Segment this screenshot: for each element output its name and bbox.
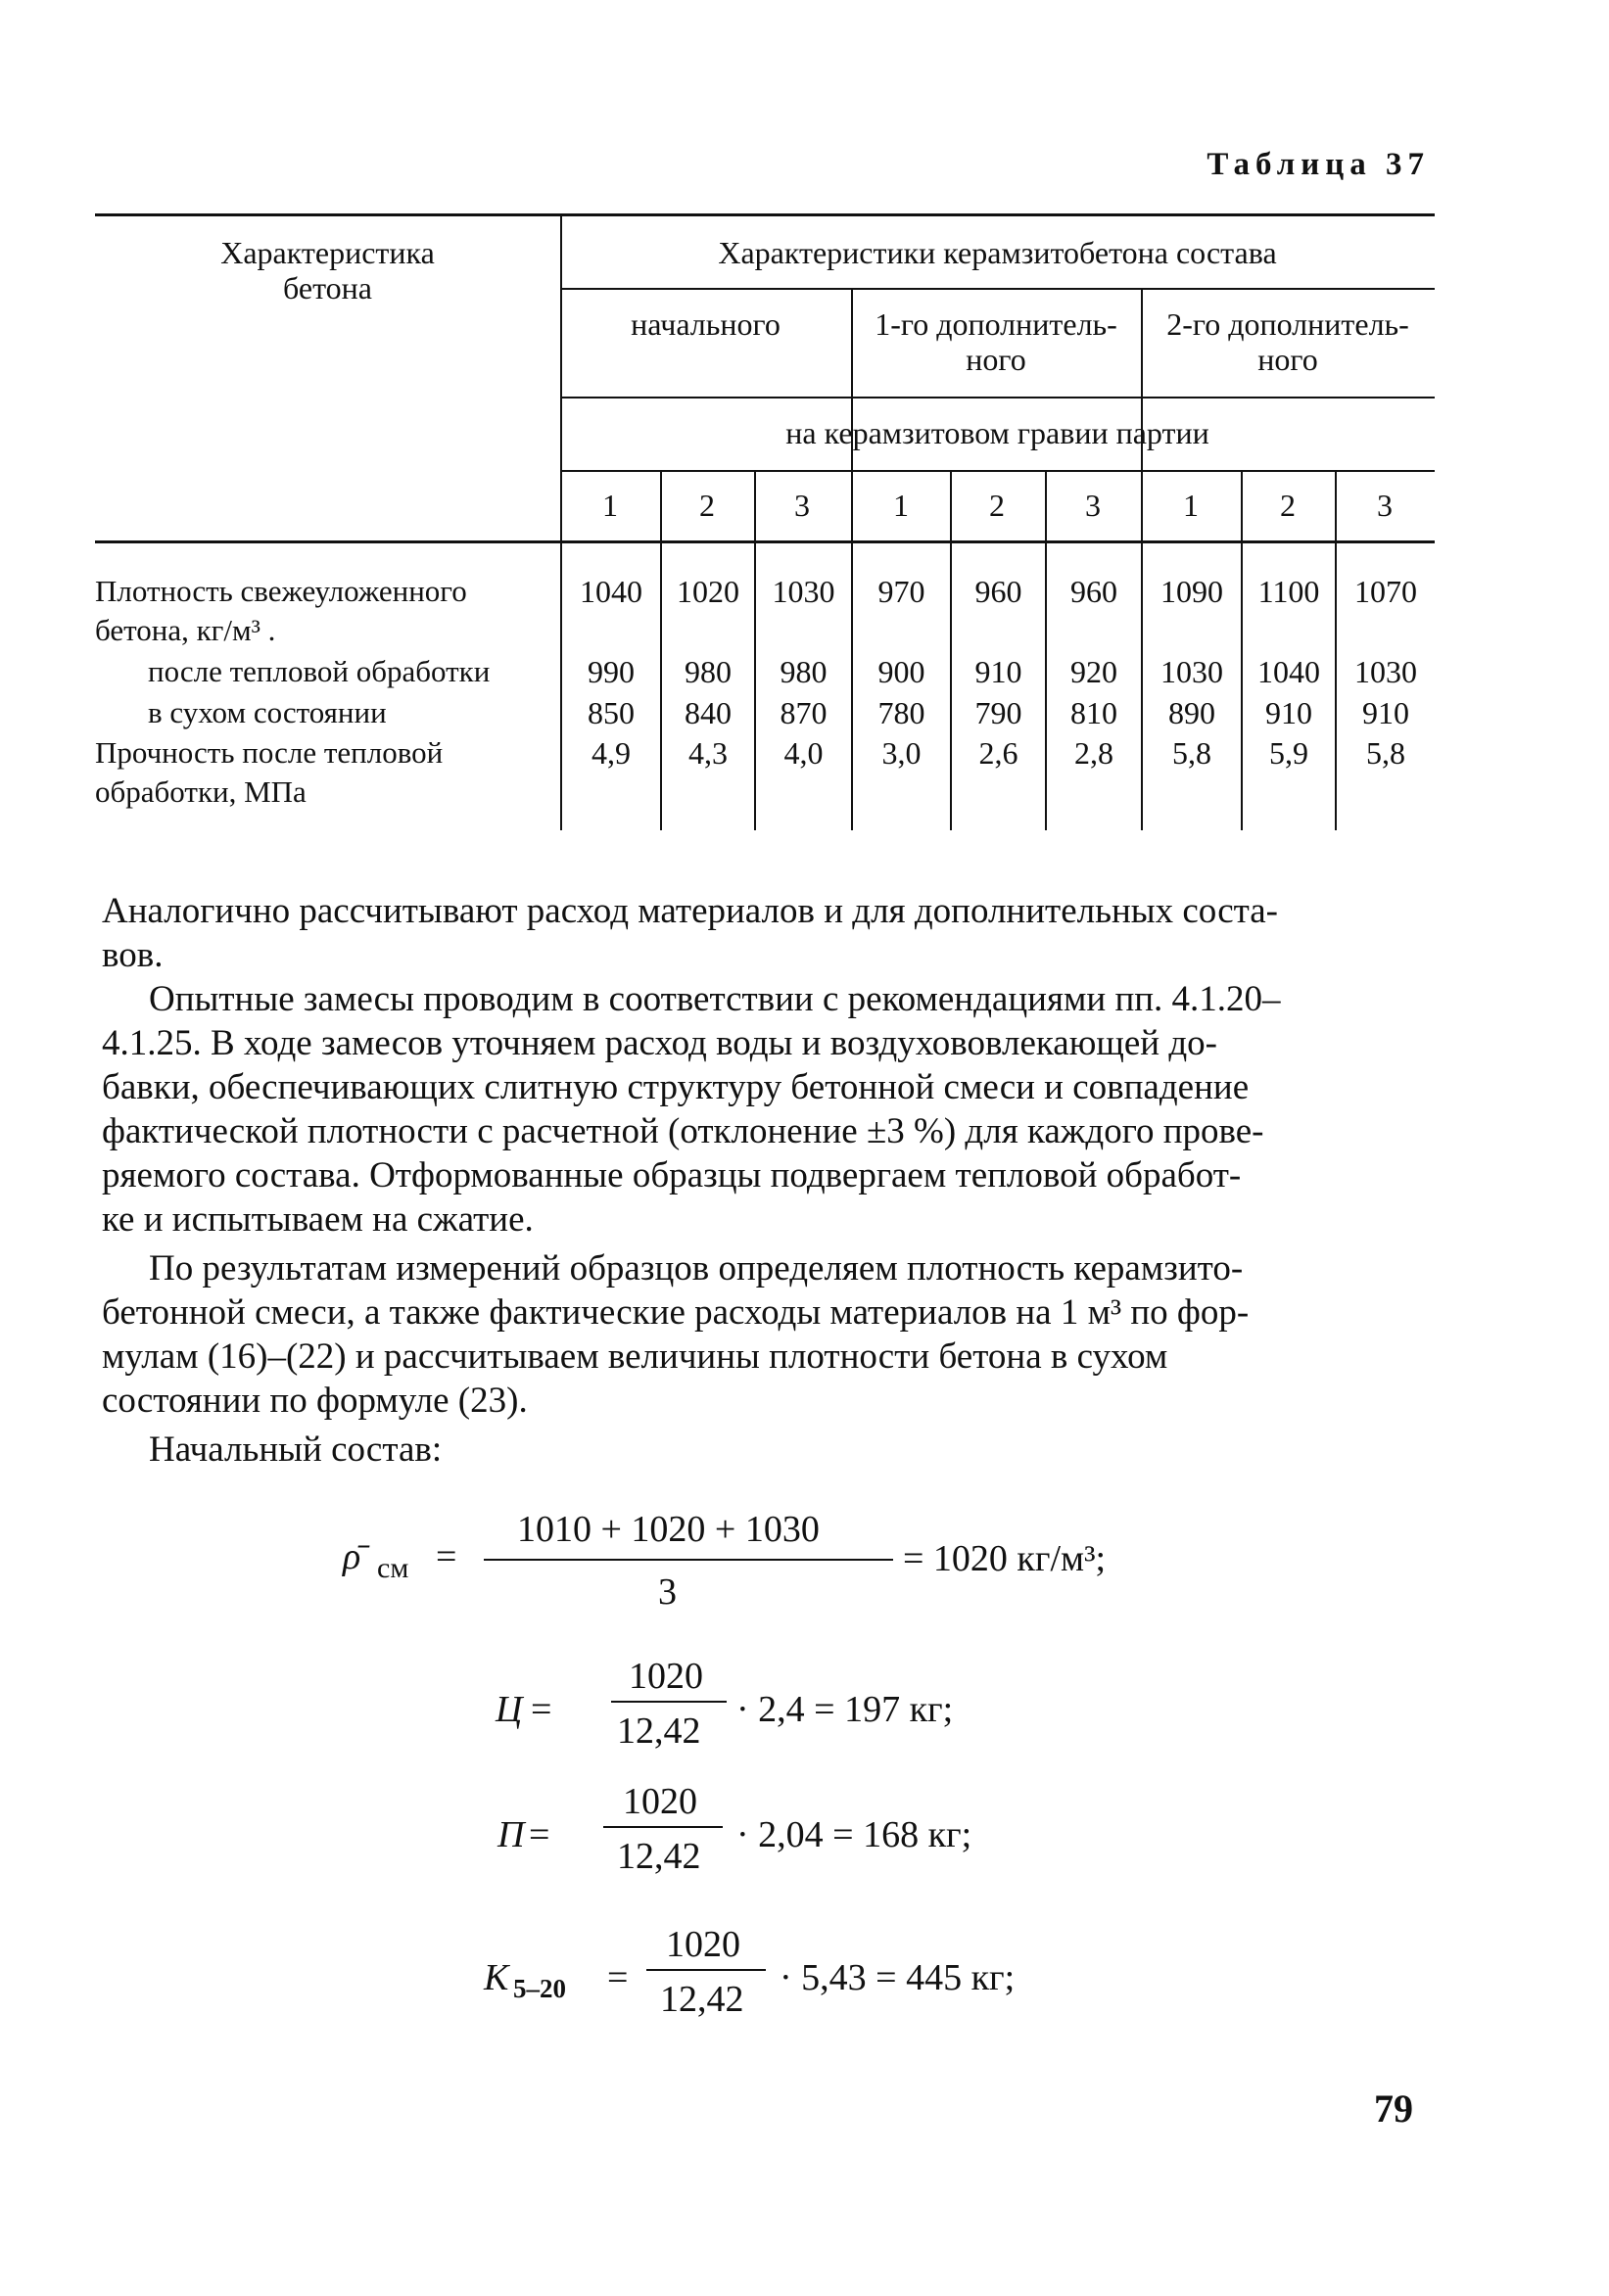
table-cell: 910	[974, 654, 1022, 689]
table-cell: 840	[685, 695, 732, 730]
paragraph-1-line-1: Аналогично рассчитывают расход материалов и для дополнительных соста-	[102, 891, 1279, 931]
header-concrete: бетона	[283, 270, 372, 305]
formula-3-equals: =	[529, 1814, 550, 1855]
formula-3-result: · 2,04 = 168 кг;	[736, 1814, 972, 1855]
formula-1-fraction-bar	[484, 1559, 893, 1561]
subheader-additional-1-cont: ного	[966, 342, 1026, 377]
table-cell: 780	[877, 695, 925, 730]
table-cell: 4,0	[783, 735, 824, 771]
table-cell: 1030	[772, 574, 835, 609]
vline-col	[1241, 470, 1243, 830]
table-cell: 920	[1070, 654, 1117, 689]
paragraph-3-line-3: мулам (16)–(22) и рассчитываем величины плотности бетона в сухом	[102, 1336, 1168, 1377]
page-number: 79	[1374, 2086, 1413, 2131]
formula-3-lhs: П	[497, 1814, 525, 1855]
column-number: 2	[989, 488, 1005, 523]
table-cell: 1020	[677, 574, 739, 609]
header-rule-2	[560, 397, 1435, 398]
paragraph-1-line-2: вов.	[102, 935, 164, 975]
paragraph-2-line-6: ке и испытываем на сжатие.	[102, 1199, 534, 1240]
column-number: 1	[1183, 488, 1199, 523]
table-cell: 900	[877, 654, 925, 689]
formula-3-numerator: 1020	[623, 1781, 697, 1822]
table-cell: 970	[877, 574, 925, 609]
formula-2-denominator: 12,42	[617, 1710, 701, 1752]
formula-1-result: = 1020 кг/м³;	[903, 1538, 1107, 1579]
table-cell: 1030	[1354, 654, 1417, 689]
table-cell: 960	[1070, 574, 1117, 609]
subheader-initial: начального	[631, 306, 781, 342]
header-main: Характеристики керамзитобетона состава	[718, 235, 1277, 270]
formula-1-denominator: 3	[658, 1571, 677, 1613]
formula-4-denominator: 12,42	[660, 1979, 744, 2020]
column-number: 1	[893, 488, 909, 523]
subheader-additional-2: 2-го дополнитель-	[1166, 306, 1409, 342]
column-number: 1	[602, 488, 618, 523]
subheader-additional-2-cont: ного	[1257, 342, 1318, 377]
formula-4-equals: =	[607, 1957, 629, 1998]
formula-2-numerator: 1020	[629, 1656, 703, 1697]
formula-1-lhs-sub: см	[377, 1552, 409, 1584]
table-cell: 1030	[1160, 654, 1223, 689]
table-cell: 5,9	[1269, 735, 1308, 771]
paragraph-3-line-2: бетонной смеси, а также фактические расходы материалов на 1 м³ по фор-	[102, 1292, 1250, 1333]
header-bottom-rule	[95, 540, 1435, 543]
table-cell: 3,0	[881, 735, 922, 771]
paragraph-2-line-3: бавки, обеспечивающих слитную структуру бетонной смеси и совпадение	[102, 1067, 1250, 1107]
formula-2-equals: =	[531, 1689, 552, 1730]
table-caption: Таблица 37	[1207, 147, 1430, 182]
table-cell: 5,8	[1366, 735, 1405, 771]
formula-1-lhs: ρ̄	[343, 1536, 361, 1577]
formula-1-numerator: 1010 + 1020 + 1030	[517, 1509, 820, 1550]
formula-2-lhs: Ц	[496, 1689, 523, 1730]
data-table	[95, 213, 1435, 830]
table-cell: 1070	[1354, 574, 1417, 609]
table-cell: 1040	[1257, 654, 1320, 689]
row-label-strength: Прочность после тепловой	[95, 735, 444, 770]
vline-col	[754, 470, 756, 830]
table-cell: 2,8	[1074, 735, 1113, 771]
formula-4-numerator: 1020	[666, 1924, 740, 1965]
row-label-density: Плотность свежеуложенного	[95, 574, 467, 608]
formula-4-fraction-bar	[646, 1969, 766, 1971]
table-cell: 790	[974, 695, 1022, 730]
table-cell: 810	[1070, 695, 1117, 730]
column-number: 3	[1085, 488, 1101, 523]
column-number: 3	[794, 488, 810, 523]
table-cell: 1040	[580, 574, 642, 609]
formula-3-denominator: 12,42	[617, 1836, 701, 1877]
table-cell: 4,9	[592, 735, 631, 771]
formula-4-result: · 5,43 = 445 кг;	[780, 1957, 1016, 1998]
table-cell: 870	[780, 695, 828, 730]
row-label-strength-unit: обработки, МПа	[95, 774, 307, 809]
paragraph-2-line-4: фактической плотности с расчетной (отклонение ±3 %) для каждого прове-	[102, 1111, 1264, 1151]
table-cell: 980	[685, 654, 732, 689]
subheader-additional-1: 1-го дополнитель-	[875, 306, 1117, 342]
column-number: 2	[1280, 488, 1296, 523]
header-rule-3	[560, 470, 1435, 472]
table-cell: 960	[974, 574, 1022, 609]
subheader-gravel-batch: на керамзитовом гравии партии	[785, 415, 1209, 450]
formula-3-fraction-bar	[603, 1826, 723, 1828]
paragraph-2-line-1: Опытные замесы проводим в соответствии с рекомендациями пп. 4.1.20–	[149, 979, 1281, 1019]
column-number: 3	[1377, 488, 1393, 523]
formula-2-fraction-bar	[611, 1701, 727, 1703]
vline-col	[1335, 470, 1337, 830]
table-cell: 4,3	[688, 735, 728, 771]
table-cell: 1090	[1160, 574, 1223, 609]
paragraph-4: Начальный состав:	[149, 1429, 443, 1470]
table-cell: 890	[1168, 695, 1215, 730]
table-cell: 980	[780, 654, 828, 689]
table-cell: 850	[588, 695, 635, 730]
header-characteristic: Характеристика	[220, 235, 435, 270]
table-cell: 1100	[1257, 574, 1320, 609]
formula-4-lhs-sub: 5–20	[513, 1974, 566, 2003]
vline-col	[950, 470, 952, 830]
paragraph-3-line-4: состоянии по формуле (23).	[102, 1381, 528, 1421]
row-label-after-heat: после тепловой обработки	[148, 654, 491, 688]
formula-1-equals: =	[436, 1536, 457, 1577]
header-rule-1	[560, 288, 1435, 290]
formula-2-result: · 2,4 = 197 кг;	[736, 1689, 954, 1730]
vline-col	[660, 470, 662, 830]
paragraph-3-line-1: По результатам измерений образцов определяем плотность керамзито-	[149, 1248, 1244, 1289]
table-cell: 5,8	[1172, 735, 1211, 771]
column-number: 2	[699, 488, 715, 523]
table-cell: 2,6	[978, 735, 1018, 771]
paragraph-2-line-5: ряемого состава. Отформованные образцы подвергаем тепловой обработ-	[102, 1155, 1242, 1195]
vline-col	[1045, 470, 1047, 830]
formula-4-lhs: К	[484, 1957, 509, 1998]
table-cell: 990	[588, 654, 635, 689]
table-top-rule	[95, 213, 1435, 216]
row-label-dry: в сухом состоянии	[148, 695, 387, 729]
row-label-density-unit: бетона, кг/м³ .	[95, 613, 276, 647]
table-cell: 910	[1265, 695, 1312, 730]
paragraph-2-line-2: 4.1.25. В ходе замесов уточняем расход воды и воздухововлекающей до-	[102, 1023, 1217, 1063]
table-cell: 910	[1362, 695, 1409, 730]
